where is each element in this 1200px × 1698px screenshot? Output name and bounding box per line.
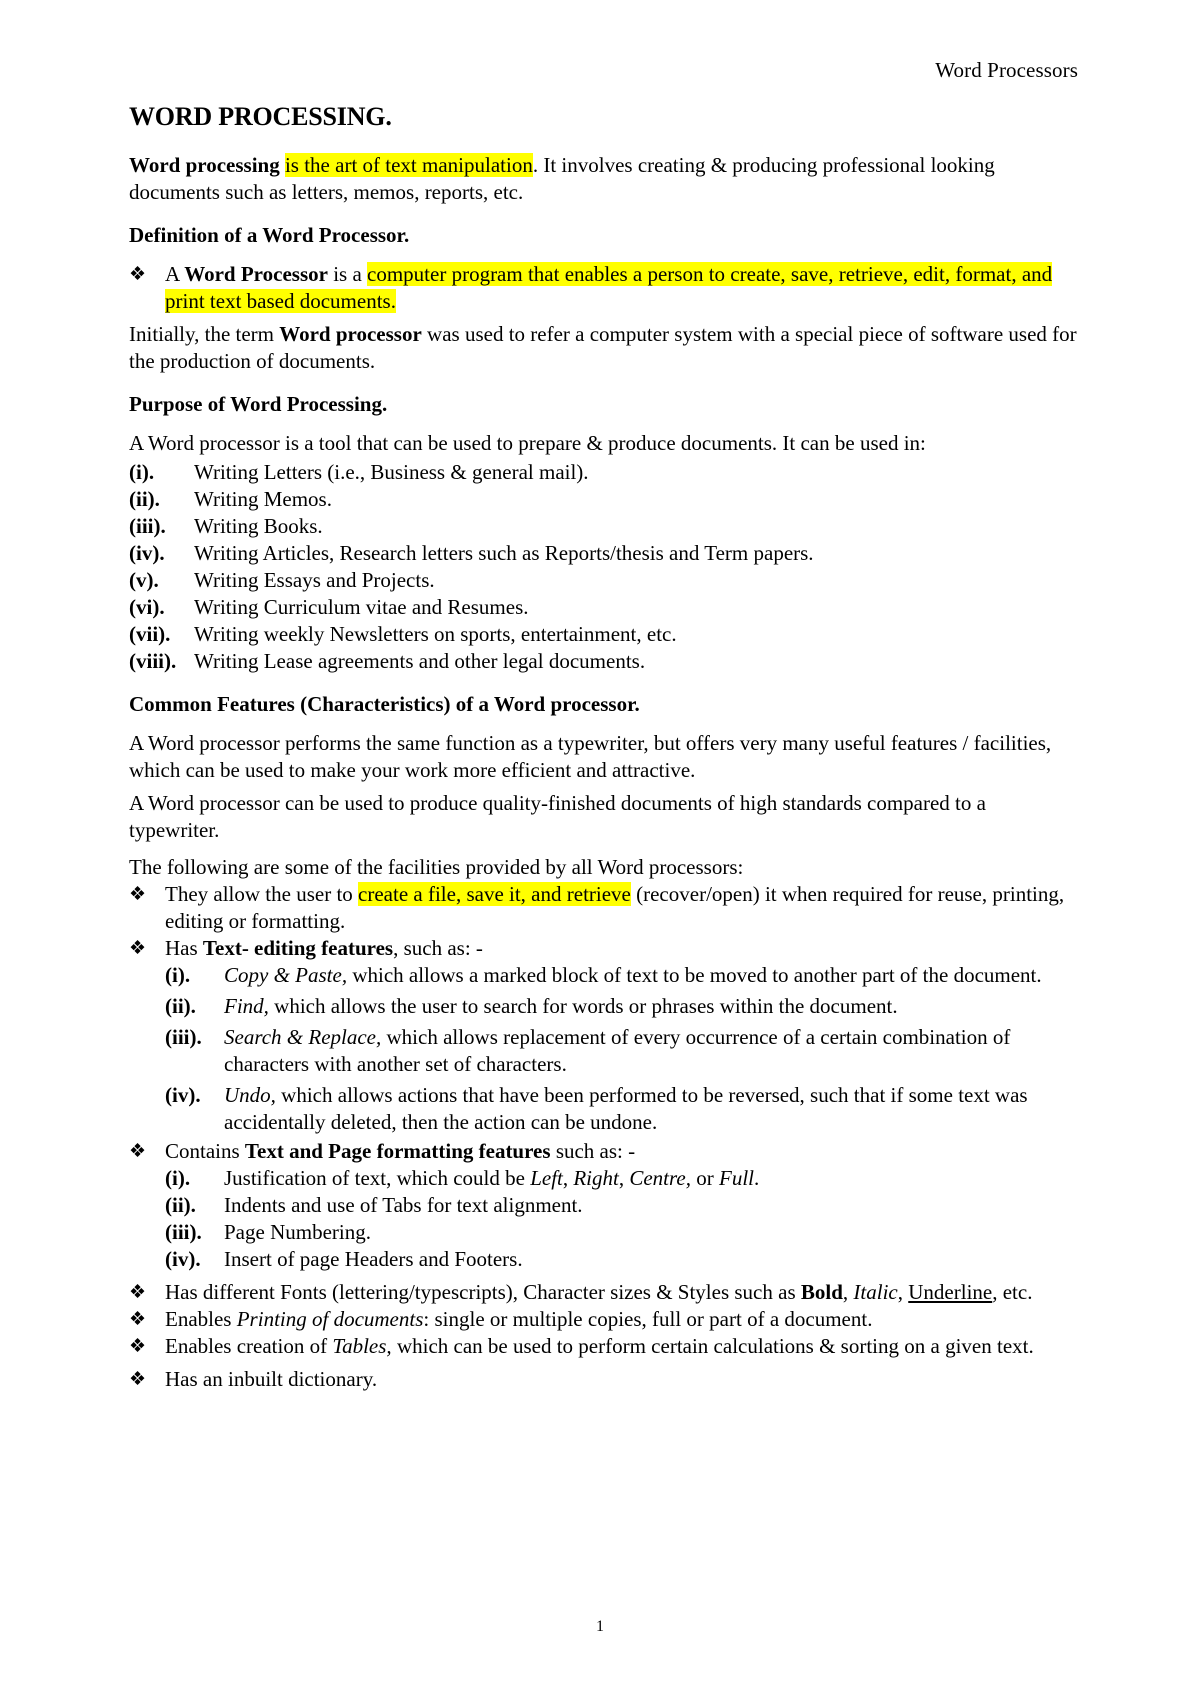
item-text: Writing Essays and Projects. (194, 568, 435, 592)
list-item (129, 1165, 1079, 1192)
list-item (129, 594, 1079, 621)
text-fragment: (recover/open) it when required for reuse, printing, editing or formatting. (165, 882, 1065, 933)
item-text: Writing Articles, Research letters such as Reports/thesis and Term papers. (194, 541, 814, 565)
text-fragment: Enables creation of (165, 1334, 333, 1358)
item-text: Page Numbering. (224, 1220, 371, 1244)
purpose-list (129, 459, 1079, 675)
text-fragment: was used to refer a computer system with a special piece of software used for the production of documents. (129, 322, 1077, 373)
feature-bullet-editing (129, 935, 1079, 962)
item-number: (ii). (165, 994, 196, 1018)
text-fragment: They allow the user to (165, 882, 359, 906)
text-underline: Underline (908, 1280, 993, 1304)
feature-highlight: create a file, save it, and retrieve (358, 882, 631, 906)
list-item (129, 459, 1079, 486)
list-item (129, 962, 1079, 989)
text-fragment: Enables (165, 1307, 237, 1331)
text-italic: Copy & Paste, (224, 963, 348, 987)
text-fragment: : single or multiple copies, full or part of a document. (423, 1307, 873, 1331)
list-item (129, 567, 1079, 594)
features-para-3: The following are some of the facilities provided by all Word processors: (129, 855, 744, 879)
definition-heading: Definition of a Word Processor. (129, 223, 410, 247)
diamond-bullet-icon: ❖ (129, 1282, 147, 1303)
text-fragment: , (842, 1280, 854, 1304)
definition-bullet (129, 261, 1079, 315)
feature-bullet-fonts (129, 1279, 1079, 1306)
text-fragment: such as: - (550, 1139, 636, 1163)
text-fragment: which can be used to perform certain calculations & sorting on a given text. (391, 1334, 1034, 1358)
item-number: (iv). (165, 1247, 201, 1271)
text-fragment: or (691, 1166, 719, 1190)
list-item (129, 621, 1079, 648)
diamond-bullet-icon: ❖ (129, 1336, 147, 1357)
item-number: (v). (129, 568, 159, 592)
item-text: Indents and use of Tabs for text alignment. (224, 1193, 583, 1217)
text-fragment: Has different Fonts (lettering/typescripts), Character sizes & Styles such as (165, 1280, 801, 1304)
item-text: Writing Books. (194, 514, 323, 538)
text-fragment: , (618, 1166, 630, 1190)
text-fragment: Initially, the term (129, 322, 280, 346)
text-fragment: , (897, 1280, 909, 1304)
text-bold: Word processor (279, 322, 422, 346)
text-italic: Italic (853, 1280, 898, 1304)
item-number: (iii). (129, 514, 166, 538)
text-bold: Text and Page formatting features (244, 1139, 551, 1163)
list-item (129, 513, 1079, 540)
text-fragment: . (754, 1166, 760, 1190)
list-item (129, 648, 1079, 675)
text-fragment: Has an inbuilt dictionary. (165, 1367, 378, 1391)
list-item (129, 1082, 1079, 1136)
features-para-1: A Word processor performs the same function as a typewriter, but offers very many useful features / facilities, which can be used to make your work more efficient and attractive. (129, 731, 1052, 782)
item-text: Writing weekly Newsletters on sports, entertainment, etc. (194, 622, 677, 646)
text-italic: Tables, (332, 1334, 392, 1358)
text-fragment: A (165, 262, 185, 286)
text-italic: Centre, (629, 1166, 691, 1190)
diamond-bullet-icon: ❖ (129, 1369, 147, 1390)
item-text: Insert of page Headers and Footers. (224, 1247, 523, 1271)
features-heading: Common Features (Characteristics) of a Word processor. (129, 692, 640, 716)
diamond-bullet-icon: ❖ (129, 1309, 147, 1330)
text-fragment: Contains (165, 1139, 245, 1163)
item-text: which allows actions that have been performed to be reversed, such that if some text was accidentally deleted, then the action can be undone. (224, 1083, 1028, 1134)
item-number: (ii). (165, 1193, 196, 1217)
list-item (129, 1192, 1079, 1219)
item-number: (i). (165, 1166, 191, 1190)
intro-bold: Word processing (129, 153, 280, 177)
item-text: Writing Letters (i.e., Business & general mail). (194, 460, 589, 484)
document-body (129, 100, 1079, 1393)
text-bold: Word Processor (184, 262, 328, 286)
list-item (129, 1219, 1079, 1246)
text-italic: Left (530, 1166, 563, 1190)
text-italic: Search & Replace, (224, 1025, 382, 1049)
item-number: (vi). (129, 595, 165, 619)
text-bold: Bold (800, 1280, 843, 1304)
list-item (129, 540, 1079, 567)
text-bold: Text- editing features (202, 936, 394, 960)
item-text: which allows replacement of every occurrence of a certain combination of characters with another set of characters. (224, 1025, 1011, 1076)
item-number: (iv). (165, 1083, 201, 1107)
text-italic: Printing of documents (236, 1307, 424, 1331)
list-item (129, 486, 1079, 513)
item-number: (ii). (129, 487, 160, 511)
item-number: (i). (165, 963, 191, 987)
formatting-features-list (129, 1165, 1079, 1273)
list-item (129, 1246, 1079, 1273)
intro-highlight: is the art of text manipulation (284, 153, 533, 177)
item-text: Writing Curriculum vitae and Resumes. (194, 595, 529, 619)
definition-highlight: computer program that enables a person to create, save, retrieve, edit, format, and print text based documents. (165, 262, 1053, 313)
feature-bullet-tables (129, 1333, 1079, 1360)
item-number: (iv). (129, 541, 165, 565)
item-number: (iii). (165, 1025, 202, 1049)
intro-paragraph (129, 152, 1079, 206)
item-number: (i). (129, 460, 155, 484)
feature-bullet-formatting (129, 1138, 1079, 1165)
list-item (129, 993, 1079, 1020)
page-number: 1 (596, 1618, 604, 1635)
text-fragment: Has (165, 936, 203, 960)
text-italic: Undo, (224, 1083, 276, 1107)
diamond-bullet-icon: ❖ (129, 938, 147, 959)
item-number: (vii). (129, 622, 171, 646)
text-fragment: is a (327, 262, 368, 286)
feature-bullet-printing (129, 1306, 1079, 1333)
page-title: WORD PROCESSING. (129, 102, 392, 131)
diamond-bullet-icon: ❖ (129, 884, 147, 905)
text-fragment: Justification of text, which could be (224, 1166, 531, 1190)
item-text: which allows a marked block of text to be moved to another part of the document. (347, 963, 1042, 987)
diamond-bullet-icon: ❖ (129, 264, 147, 285)
text-fragment: , (562, 1166, 574, 1190)
feature-bullet-file (129, 881, 1079, 935)
item-number: (viii). (129, 649, 177, 673)
definition-paragraph (129, 321, 1079, 375)
text-italic: Right (573, 1166, 619, 1190)
running-header: Word Processors (935, 58, 1078, 82)
features-para-2: A Word processor can be used to produce quality-finished documents of high standards compared to a typewriter. (129, 791, 986, 842)
item-text: Writing Lease agreements and other legal documents. (194, 649, 646, 673)
item-text: which allows the user to search for words or phrases within the document. (268, 994, 898, 1018)
feature-bullet-dictionary (129, 1366, 1079, 1393)
text-italic: Full (719, 1166, 754, 1190)
item-text: Writing Memos. (194, 487, 332, 511)
text-italic: Find, (224, 994, 269, 1018)
editing-features-list (129, 962, 1079, 1136)
purpose-intro: A Word processor is a tool that can be used to prepare & produce documents. It can be used in: (129, 431, 926, 455)
diamond-bullet-icon: ❖ (129, 1141, 147, 1162)
item-number: (iii). (165, 1220, 202, 1244)
purpose-heading: Purpose of Word Processing. (129, 392, 388, 416)
intro-rest: . It involves creating & producing professional looking documents such as letters, memos, reports, etc. (129, 153, 995, 204)
text-fragment: , such as: - (393, 936, 483, 960)
text-fragment: , etc. (992, 1280, 1033, 1304)
list-item (129, 1024, 1079, 1078)
